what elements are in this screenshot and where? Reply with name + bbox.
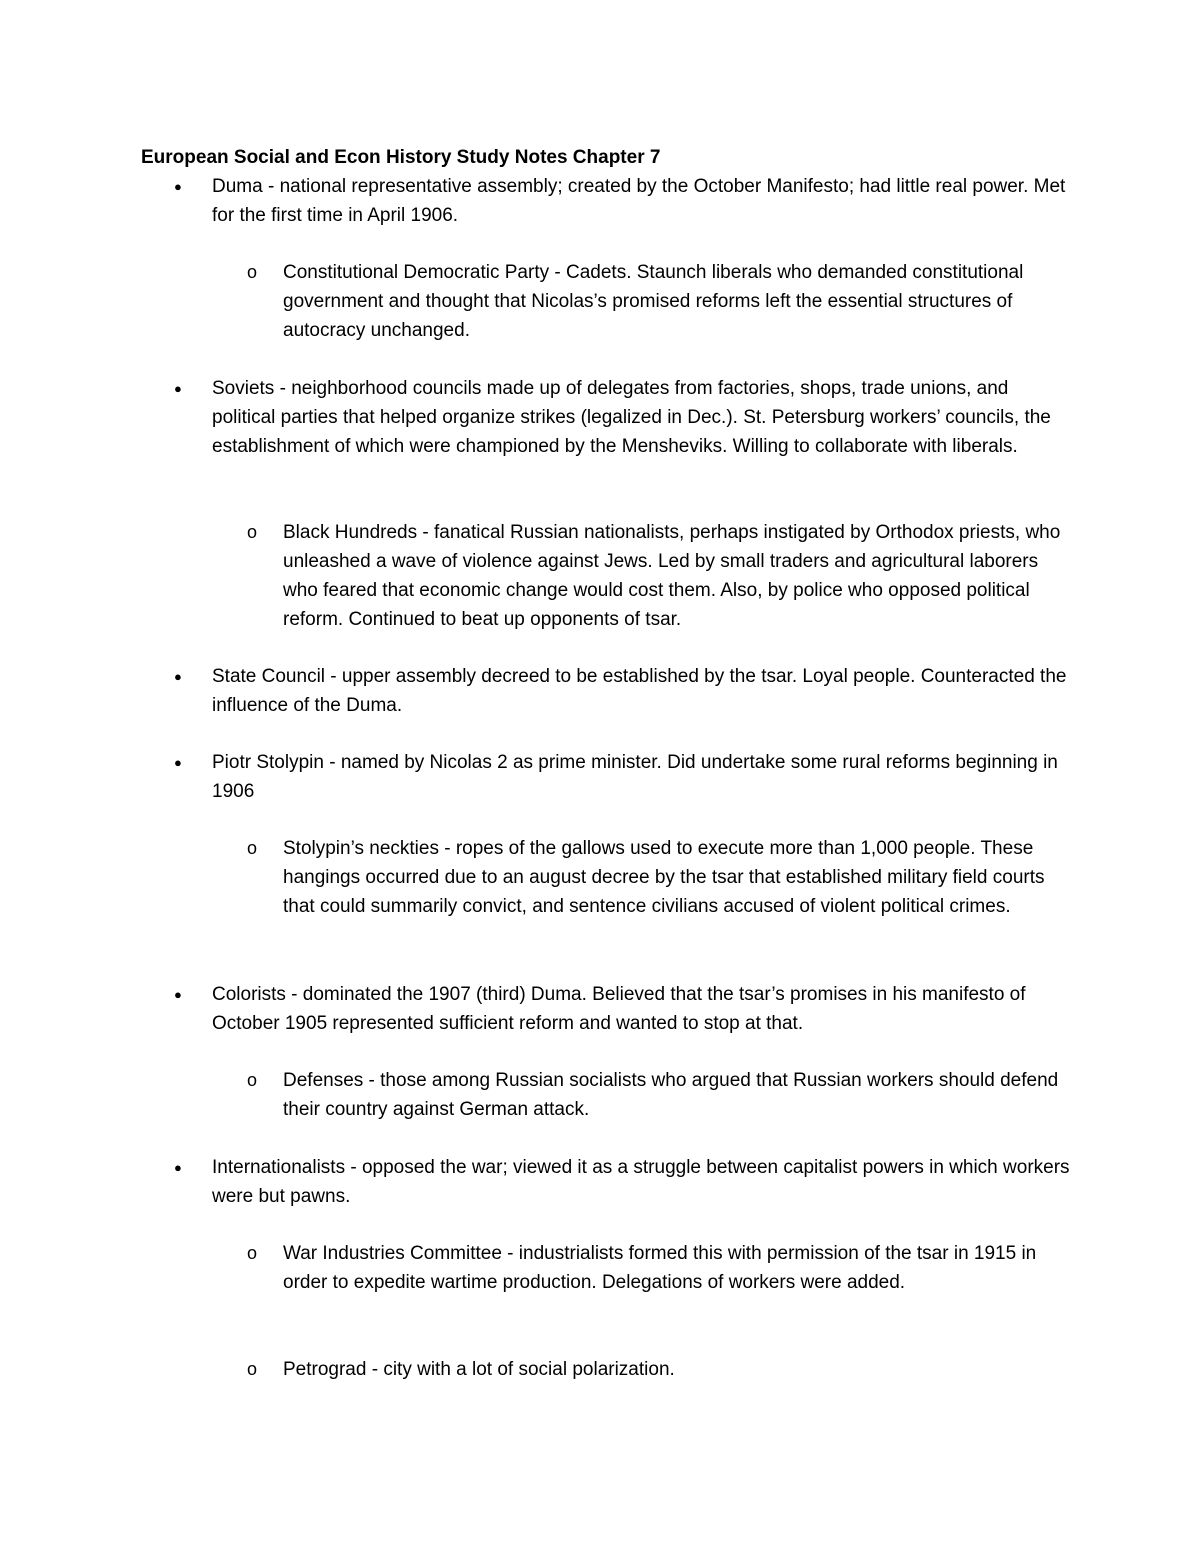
sub-bullet-icon: o bbox=[247, 1359, 258, 1379]
bullet-icon: ● bbox=[174, 755, 182, 770]
list-item-colorists bbox=[174, 980, 1072, 1038]
sub-bullet-icon: o bbox=[247, 1243, 258, 1263]
list-item-war-industries-committee bbox=[247, 1239, 1073, 1297]
sub-bullet-icon: o bbox=[247, 522, 258, 542]
list-item-black-hundreds bbox=[247, 518, 1073, 634]
list-item-text: Soviets - neighborhood councils made up of delegates from factories, shops, trade unions, and political parties that helped organize strikes (legalized in Dec.). St. Petersburg workers’ councils, the establishment of which were championed by the Mensheviks. Willing to collaborate with liberals. bbox=[212, 378, 1051, 457]
bullet-icon: ● bbox=[174, 381, 182, 396]
list-item-defenses bbox=[247, 1066, 1073, 1124]
document-title: European Social and Econ History Study Notes Chapter 7 bbox=[141, 147, 661, 168]
list-item-text: Petrograd - city with a lot of social polarization. bbox=[283, 1359, 675, 1380]
list-item-text: Duma - national representative assembly; created by the October Manifesto; had little real power. Met for the first time in April 1906. bbox=[212, 176, 1066, 226]
bullet-icon: ● bbox=[174, 1160, 182, 1175]
list-item-state-council bbox=[174, 662, 1072, 720]
list-item-petrograd bbox=[247, 1355, 1073, 1384]
list-item-text: Black Hundreds - fanatical Russian nationalists, perhaps instigated by Orthodox priests, who unleashed a wave of violence against Jews. Led by small traders and agricultural laborers who feared that economic change would cost them. Also, by police who opposed political reform. Continued to beat up opponents of tsar. bbox=[283, 522, 1061, 630]
list-item-text: Constitutional Democratic Party - Cadets. Staunch liberals who demanded constitutional government and thought that Nicolas’s promised reforms left the essential structures of autocracy unchanged. bbox=[283, 262, 1024, 341]
list-item-text: War Industries Committee - industrialists formed this with permission of the tsar in 1915 in order to expedite wartime production. Delegations of workers were added. bbox=[283, 1243, 1037, 1293]
list-item-text: State Council - upper assembly decreed to be established by the tsar. Loyal people. Counteracted the influence of the Duma. bbox=[212, 666, 1067, 716]
sub-bullet-icon: o bbox=[247, 262, 258, 282]
list-item-internationalists bbox=[174, 1153, 1072, 1211]
sub-bullet-icon: o bbox=[247, 838, 258, 858]
list-item-soviets bbox=[174, 374, 1072, 461]
list-item-stolypin bbox=[174, 748, 1072, 806]
list-item-text: Internationalists - opposed the war; viewed it as a struggle between capitalist powers in which workers were but pawns. bbox=[212, 1157, 1070, 1207]
list-item-text: Piotr Stolypin - named by Nicolas 2 as prime minister. Did undertake some rural reforms beginning in 1906 bbox=[212, 752, 1058, 802]
sub-bullet-icon: o bbox=[247, 1070, 258, 1090]
list-item-stolypin-neckties bbox=[247, 834, 1073, 921]
list-item-text: Stolypin’s neckties - ropes of the gallows used to execute more than 1,000 people. These hangings occurred due to an august decree by the tsar that established military field courts that could summarily convict, and sentence civilians accused of violent political crimes. bbox=[283, 838, 1045, 917]
bullet-icon: ● bbox=[174, 669, 182, 684]
list-item-text: Defenses - those among Russian socialists who argued that Russian workers should defend their country against German attack. bbox=[283, 1070, 1059, 1120]
bullet-icon: ● bbox=[174, 987, 182, 1002]
bullet-icon: ● bbox=[174, 179, 182, 194]
list-item-text: Colorists - dominated the 1907 (third) Duma. Believed that the tsar’s promises in his manifesto of October 1905 represented sufficient reform and wanted to stop at that. bbox=[212, 984, 1026, 1034]
list-item-duma bbox=[174, 172, 1072, 230]
list-item-cadets bbox=[247, 258, 1073, 345]
